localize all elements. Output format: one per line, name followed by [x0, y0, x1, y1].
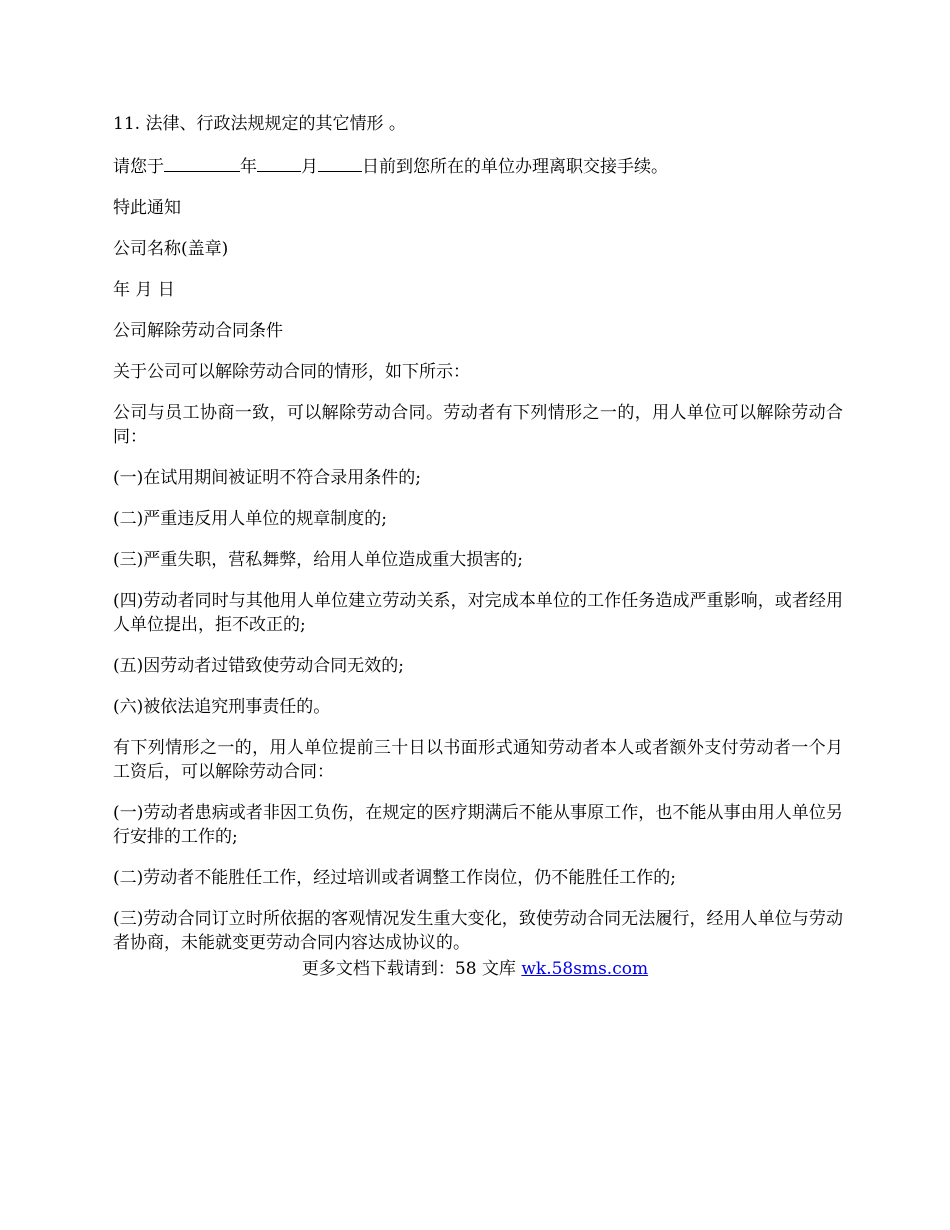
footer-text: 更多文档下载请到：58 文库 [301, 959, 522, 979]
list-item-probation: (一)在试用期间被证明不符合录用条件的; [113, 468, 421, 488]
paragraph-thirty-day-notice: 有下列情形之一的，用人单位提前三十日以书面形式通知劳动者本人或者额外支付劳动者一个月工资后，可以解除劳动合同： [113, 738, 843, 782]
document-body [113, 112, 843, 972]
year-blank [164, 153, 240, 172]
list-item-dereliction: (三)严重失职，营私舞弊，给用人单位造成重大损害的; [113, 550, 523, 570]
list-item-rule-violation: (二)严重违反用人单位的规章制度的; [113, 509, 387, 529]
paragraph-intro: 关于公司可以解除劳动合同的情形，如下所示： [113, 362, 470, 382]
footer-link[interactable]: wk.58sms.com [521, 959, 649, 979]
section-heading-termination-conditions: 公司解除劳动合同条件 [113, 321, 283, 341]
paragraph-company-seal: 公司名称(盖章) [113, 239, 229, 259]
list-item-invalid-contract: (五)因劳动者过错致使劳动合同无效的; [113, 656, 404, 676]
list-item-incompetence: (二)劳动者不能胜任工作，经过培训或者调整工作岗位，仍不能胜任工作的; [113, 868, 676, 888]
handover-text-prefix: 请您于 [113, 157, 164, 177]
month-label: 月 [301, 157, 318, 177]
paragraph-other-circumstances: 11. 法律、行政法规规定的其它情形 。 [113, 114, 406, 134]
list-item-changed-circumstances: (三)劳动合同订立时所依据的客观情况发生重大变化，致使劳动合同无法履行，经用人单位与劳动者协商，未能就变更劳动合同内容达成协议的。 [113, 909, 843, 953]
day-blank [318, 153, 362, 172]
list-item-illness-injury: (一)劳动者患病或者非因工负伤，在规定的医疗期满后不能从事原工作，也不能从事由用人单位另行安排的工作的; [113, 803, 843, 847]
year-label: 年 [240, 157, 257, 177]
list-item-criminal-liability: (六)被依法追究刑事责任的。 [113, 697, 331, 717]
footer-download-note [0, 957, 950, 981]
handover-text-suffix: 日前到您所在的单位办理离职交接手续。 [362, 157, 668, 177]
paragraph-notice-closing: 特此通知 [113, 198, 181, 218]
month-blank [257, 153, 301, 172]
paragraph-handover-deadline [113, 153, 843, 179]
list-item-dual-employment: (四)劳动者同时与其他用人单位建立劳动关系，对完成本单位的工作任务造成严重影响，或者经用人单位提出，拒不改正的; [113, 591, 843, 635]
paragraph-mutual-agreement: 公司与员工协商一致，可以解除劳动合同。劳动者有下列情形之一的，用人单位可以解除劳动合同： [113, 403, 843, 447]
paragraph-date-line: 年 月 日 [113, 280, 175, 300]
